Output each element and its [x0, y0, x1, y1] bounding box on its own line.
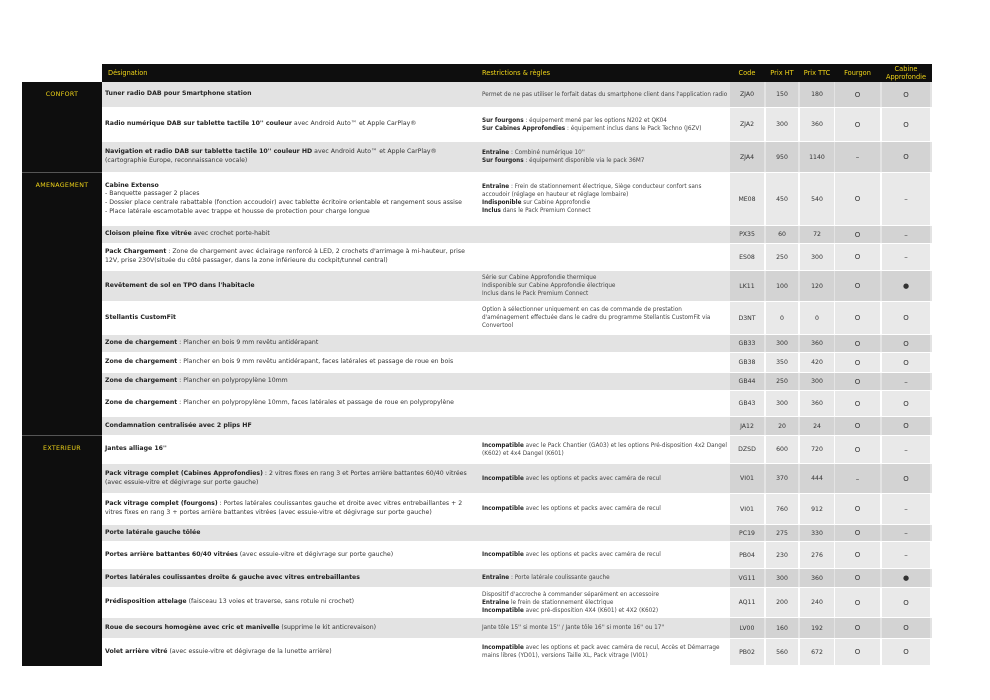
cabine-cell: –	[882, 542, 930, 568]
designation-cell: Cabine Extenso - Banquette passager 2 places - Dossier place centrale rabattable (fonction accoudoir) avec tablette écritoire orientable et rangement sous assise - Place latérale escamotable avec trappe et housse de protection pour charge longue	[105, 181, 462, 215]
restrictions-cell: Entraîne : Frein de stationnement électrique, Siège conducteur confort sans accoudoir (réglage en hauteur et réglage lombaire) Indisponible sur Cabine Approfondie Inclus dans le Pack Premium Connect	[482, 184, 702, 214]
prix-ht-cell: 250	[766, 244, 798, 270]
restrictions-cell	[482, 226, 730, 243]
restrictions-cell: Série sur Cabine Approfondie thermique Indisponible sur Cabine Approfondie électrique Inclus dans le Pack Premium Connect	[482, 275, 616, 297]
prix-ttc-cell: 672	[800, 639, 834, 665]
restrictions-cell: Dispositif d'accroche à commander séparément en accessoire Entraîne le frein de stationnement électrique Incompatible avec pré-disposition 4X4 (K601) et 4X2 (K602)	[482, 591, 659, 614]
table-row	[102, 494, 932, 524]
restrictions-cell: Permet de ne pas utiliser le forfait datas du smartphone client dans l'application radio	[482, 91, 728, 98]
code-cell: DZSD	[730, 436, 764, 463]
prix-ht-cell: 760	[766, 494, 798, 524]
code-cell: JA12	[730, 417, 764, 435]
restrictions-cell: Incompatible avec les options et packs avec caméra de recul	[482, 506, 661, 512]
restrictions-cell: Incompatible avec les options et pack avec caméra de recul, Accès et Démarrage mains libres (YD01), versions Taille XL, Pack vitrage (VI01)	[482, 645, 720, 659]
code-cell: LV00	[730, 618, 764, 638]
section-label: CONFORT	[45, 91, 79, 98]
code-cell: PC19	[730, 525, 764, 541]
fourgon-cell: O	[835, 639, 880, 665]
fourgon-cell: O	[835, 82, 880, 107]
prix-ttc-cell: 72	[800, 226, 834, 243]
designation-cell: Prédisposition attelage (faisceau 13 voies et traverse, sans rotule ni crochet)	[105, 598, 355, 606]
cabine-cell: –	[882, 173, 930, 225]
prix-ht-cell: 100	[766, 271, 798, 301]
cabine-cell: O	[882, 335, 930, 352]
fourgon-cell: O	[835, 373, 880, 390]
table-row	[102, 353, 932, 372]
code-cell: ZJA0	[730, 82, 764, 107]
restrictions-cell	[482, 244, 730, 270]
prix-ttc-cell: 540	[800, 173, 834, 225]
cabine-cell: –	[882, 494, 930, 524]
fourgon-cell: O	[835, 335, 880, 352]
code-cell: ZJA4	[730, 142, 764, 172]
designation-cell: Portes arrière battantes 60/40 vitrées (avec essuie-vitre et dégivrage sur porte gauche)	[105, 550, 394, 558]
fourgon-cell: O	[835, 569, 880, 587]
table-row	[102, 373, 932, 390]
prix-ht-cell: 350	[766, 353, 798, 372]
fourgon-cell: O	[835, 542, 880, 568]
fourgon-cell: O	[835, 271, 880, 301]
prix-ttc-cell: 360	[800, 391, 834, 416]
restrictions-cell	[482, 373, 730, 390]
designation-cell: Portes latérales coulissantes droite & gauche avec vitres entrebaillantes	[105, 573, 360, 581]
designation-cell: Pack vitrage complet (Cabines Approfondies) : 2 vitres fixes en rang 3 et Portes arrière battantes 60/40 vitrées (avec essuie-vitre et dégivrage sur porte gauche)	[105, 469, 467, 486]
prix-ht-cell: 60	[766, 226, 798, 243]
section-amenagement	[22, 173, 102, 436]
prix-ht-cell: 300	[766, 335, 798, 352]
prix-ttc-cell: 276	[800, 542, 834, 568]
cabine-cell: –	[882, 226, 930, 243]
designation-cell: Porte latérale gauche tôlée	[105, 528, 201, 536]
fourgon-cell: O	[835, 494, 880, 524]
section-label: EXTERIEUR	[43, 445, 81, 452]
code-cell: D3NT	[730, 302, 764, 334]
prix-ttc-cell: 300	[800, 244, 834, 270]
restrictions-cell	[482, 335, 730, 352]
fourgon-cell: O	[835, 588, 880, 617]
cabine-cell: O	[882, 142, 930, 172]
restrictions-cell	[482, 417, 730, 435]
prix-ht-cell: 150	[766, 82, 798, 107]
table-row	[102, 542, 932, 568]
code-cell: ME08	[730, 173, 764, 225]
cabine-cell: O	[882, 639, 930, 665]
prix-ttc-cell: 330	[800, 525, 834, 541]
fourgon-cell: O	[835, 353, 880, 372]
fourgon-cell: –	[835, 142, 880, 172]
prix-ht-cell: 600	[766, 436, 798, 463]
prix-ttc-cell: 444	[800, 464, 834, 493]
code-cell: GB44	[730, 373, 764, 390]
table-row	[102, 335, 932, 352]
designation-cell: Tuner radio DAB pour Smartphone station	[105, 90, 252, 98]
restrictions-cell	[482, 391, 730, 416]
code-cell: GB33	[730, 335, 764, 352]
code-cell: ES08	[730, 244, 764, 270]
fourgon-cell: –	[835, 464, 880, 493]
cabine-cell: O	[882, 464, 930, 493]
restrictions-cell: Incompatible avec le Pack Chantier (GA03) et les options Pré-disposition 4x2 Dangel (K602) et 4x4 Dangel (K601)	[482, 442, 727, 457]
code-cell: PB04	[730, 542, 764, 568]
table-row	[102, 639, 932, 665]
table-row	[102, 436, 932, 463]
restrictions-cell: Entraîne : Combiné numérique 10'' Sur fourgons : équipement disponible via le pack 36M7	[482, 150, 645, 164]
prix-ttc-cell: 360	[800, 569, 834, 587]
designation-cell: Condamnation centralisée avec 2 plips HF	[105, 421, 252, 429]
cabine-cell: O	[882, 353, 930, 372]
designation-cell: Pack vitrage complet (fourgons) : Portes latérales coulissantes gauche et droite avec vitres entrebaillantes + 2 vitres fixes en rang 3 + portes arrière battantes vitrées (avec essuie-vitre et dégivrage sur porte gauche)	[105, 500, 463, 516]
fourgon-cell: O	[835, 244, 880, 270]
cabine-cell: ●	[882, 271, 930, 301]
prix-ht-cell: 300	[766, 108, 798, 141]
designation-cell: Zone de chargement : Plancher en bois 9 mm revêtu antidérapant, faces latérales et passage de roue en bois	[105, 358, 454, 366]
table-row	[102, 271, 932, 301]
prix-ttc-cell: 720	[800, 436, 834, 463]
restrictions-cell: Incompatible avec les options et packs avec caméra de recul	[482, 475, 661, 482]
prix-ttc-cell: 0	[800, 302, 834, 334]
designation-cell: Zone de chargement : Plancher en polypropylène 10mm, faces latérales et passage de roue en polypropylène	[105, 399, 454, 407]
prix-ht-cell: 450	[766, 173, 798, 225]
prix-ttc-cell: 180	[800, 82, 834, 107]
designation-cell: Jantes alliage 16''	[105, 445, 167, 453]
designation-cell: Stellantis CustomFit	[105, 313, 176, 321]
prix-ttc-cell: 192	[800, 618, 834, 638]
fourgon-cell: O	[835, 302, 880, 334]
cabine-cell: –	[882, 436, 930, 463]
section-confort	[22, 82, 102, 173]
table-row	[102, 302, 932, 334]
restrictions-cell: Entraîne : Porte latérale coulissante gauche	[482, 575, 610, 581]
prix-ht-cell: 275	[766, 525, 798, 541]
cabine-cell: O	[882, 417, 930, 435]
code-cell: PX35	[730, 226, 764, 243]
section-divider	[22, 435, 102, 436]
designation-cell: Cloison pleine fixe vitrée avec crochet porte-habit	[105, 230, 270, 238]
cabine-cell: O	[882, 302, 930, 334]
code-cell: GB43	[730, 391, 764, 416]
fourgon-cell: O	[835, 391, 880, 416]
header-restrictions: Restrictions & règles	[482, 69, 551, 77]
restrictions-cell: Incompatible avec les options et packs avec caméra de recul	[482, 552, 661, 558]
table-row	[102, 525, 932, 541]
table-row	[102, 173, 932, 225]
fourgon-cell: O	[835, 226, 880, 243]
cabine-cell: O	[882, 588, 930, 617]
restrictions-cell	[482, 525, 730, 541]
cabine-cell: O	[882, 108, 930, 141]
header-prix-ttc: Prix TTC	[803, 69, 831, 77]
code-cell: LK11	[730, 271, 764, 301]
prix-ht-cell: 250	[766, 373, 798, 390]
prix-ttc-cell: 360	[800, 108, 834, 141]
fourgon-cell: O	[835, 173, 880, 225]
code-cell: VG11	[730, 569, 764, 587]
prix-ht-cell: 0	[766, 302, 798, 334]
fourgon-cell: O	[835, 417, 880, 435]
fourgon-cell: O	[835, 436, 880, 463]
code-cell: ZJA2	[730, 108, 764, 141]
header-designation: Désignation	[108, 69, 148, 77]
header-code: Code	[738, 69, 756, 77]
table-row	[102, 108, 932, 141]
restrictions-cell: Sur fourgons : équipement mené par les options N202 et QK04 Sur Cabines Approfondies : équipement inclus dans le Pack Techno (J6ZV)	[482, 117, 702, 132]
table-row	[102, 618, 932, 638]
cabine-cell: O	[882, 391, 930, 416]
fourgon-cell: O	[835, 618, 880, 638]
cabine-cell: –	[882, 373, 930, 390]
code-cell: AQ11	[730, 588, 764, 617]
cabine-cell: O	[882, 82, 930, 107]
designation-cell: Navigation et radio DAB sur tablette tactile 10'' couleur HD avec Android Auto™ et Apple CarPlay® (cartographie Europe, reconnaissance vocale)	[105, 148, 437, 164]
restrictions-cell: Jante tôle 15'' si monte 15'' / Jante tôle 16'' si monte 16'' ou 17''	[482, 625, 665, 631]
header-fourgon: Fourgon	[844, 69, 871, 77]
table-row	[102, 82, 932, 107]
designation-cell: Revêtement de sol en TPO dans l'habitacle	[105, 281, 255, 289]
prix-ht-cell: 950	[766, 142, 798, 172]
designation-cell: Zone de chargement : Plancher en bois 9 mm revêtu antidérapant	[105, 339, 319, 347]
restrictions-cell: Option à sélectionner uniquement en cas de commande de prestation d'aménagement effectuée dans le cadre du programme Stellantis CustomFit via Convertool	[482, 307, 711, 329]
designation-cell: Roue de secours homogène avec cric et manivelle (supprime le kit anticrevaison)	[105, 623, 377, 631]
prix-ttc-cell: 1140	[800, 142, 834, 172]
prix-ttc-cell: 120	[800, 271, 834, 301]
designation-cell: Volet arrière vitré (avec essuie-vitre et dégivrage de la lunette arrière)	[105, 647, 332, 655]
prix-ht-cell: 20	[766, 417, 798, 435]
table-row	[102, 244, 932, 270]
table-header	[102, 64, 932, 82]
section-label: AMENAGEMENT	[35, 182, 89, 189]
prix-ttc-cell: 912	[800, 494, 834, 524]
designation-cell: Pack Chargement : Zone de chargement avec éclairage renforcé à LED, 2 crochets d'arrimage à mi-hauteur, prise 12V, prise 230V(située du côté passager, dans la zone inférieure du cockpit/tunnel central)	[105, 248, 465, 264]
prix-ttc-cell: 240	[800, 588, 834, 617]
table-row	[102, 569, 932, 587]
prix-ttc-cell: 24	[800, 417, 834, 435]
table-row	[102, 142, 932, 172]
cabine-cell: O	[882, 618, 930, 638]
prix-ttc-cell: 420	[800, 353, 834, 372]
cabine-cell: –	[882, 244, 930, 270]
prix-ht-cell: 230	[766, 542, 798, 568]
table-row	[102, 588, 932, 617]
code-cell: GB38	[730, 353, 764, 372]
designation-cell: Zone de chargement : Plancher en polypropylène 10mm	[105, 377, 288, 385]
prix-ht-cell: 560	[766, 639, 798, 665]
prix-ht-cell: 300	[766, 391, 798, 416]
table-row	[102, 391, 932, 416]
code-cell: VI01	[730, 494, 764, 524]
table-row	[102, 464, 932, 493]
code-cell: PB02	[730, 639, 764, 665]
table-row	[102, 417, 932, 435]
prix-ttc-cell: 300	[800, 373, 834, 390]
header-prix-ht: Prix HT	[770, 69, 794, 77]
prix-ht-cell: 160	[766, 618, 798, 638]
fourgon-cell: O	[835, 525, 880, 541]
section-exterieur	[22, 436, 102, 666]
cabine-cell: –	[882, 525, 930, 541]
table-row	[102, 226, 932, 243]
prix-ttc-cell: 360	[800, 335, 834, 352]
designation-cell: Radio numérique DAB sur tablette tactile 10'' couleur avec Android Auto™ et Apple CarPlay®	[105, 120, 417, 128]
code-cell: VI01	[730, 464, 764, 493]
prix-ht-cell: 300	[766, 569, 798, 587]
header-cabine: Cabine Approfondie	[885, 65, 927, 81]
prix-ht-cell: 200	[766, 588, 798, 617]
cabine-cell: ●	[882, 569, 930, 587]
fourgon-cell: O	[835, 108, 880, 141]
section-divider	[22, 172, 102, 173]
prix-ht-cell: 370	[766, 464, 798, 493]
restrictions-cell	[482, 353, 730, 372]
